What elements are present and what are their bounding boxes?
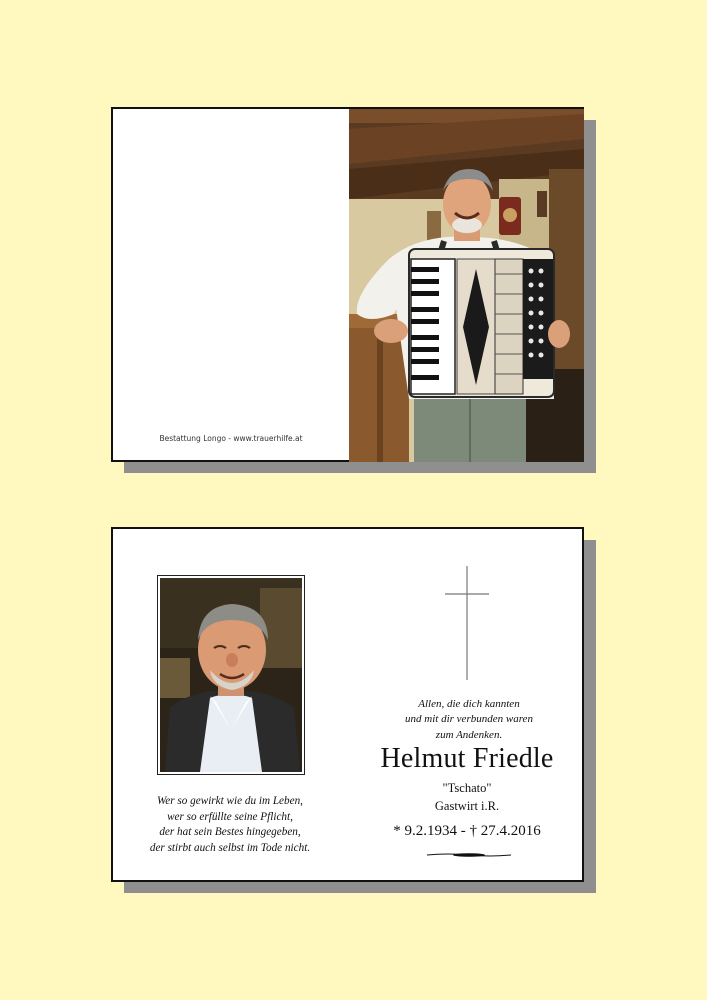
- poem-line: Wer so gewirkt wie du im Leben,: [157, 795, 303, 807]
- accordion-player-photo: [349, 109, 584, 462]
- portrait-photo: [157, 575, 305, 775]
- deceased-nickname: "Tschato": [442, 781, 492, 795]
- publisher-line: Bestattung Longo - www.trauerhilfe.at: [159, 434, 303, 443]
- verse-line: und mit dir verbunden waren: [405, 713, 533, 726]
- memorial-poem: [127, 794, 333, 856]
- card-front: [111, 107, 584, 462]
- life-dates: * 9.2.1934 - † 27.4.2016: [393, 823, 541, 839]
- poem-line: wer so erfüllte seine Pflicht,: [167, 810, 293, 823]
- poem-line: der hat sein Bestes hingegeben,: [159, 826, 301, 839]
- remembrance-verse: [359, 697, 579, 743]
- verse-line: zum Andenken.: [435, 728, 503, 741]
- ornament-divider-icon: [427, 851, 511, 859]
- verse-line: Allen, die dich kannten: [418, 698, 520, 710]
- deceased-name: Helmut Friedle: [380, 743, 554, 774]
- card-inside: [111, 527, 584, 882]
- deceased-profession: Gastwirt i.R.: [434, 799, 500, 813]
- cross-icon: [445, 566, 489, 680]
- poem-line: der stirbt auch selbst im Tode nicht.: [149, 841, 311, 854]
